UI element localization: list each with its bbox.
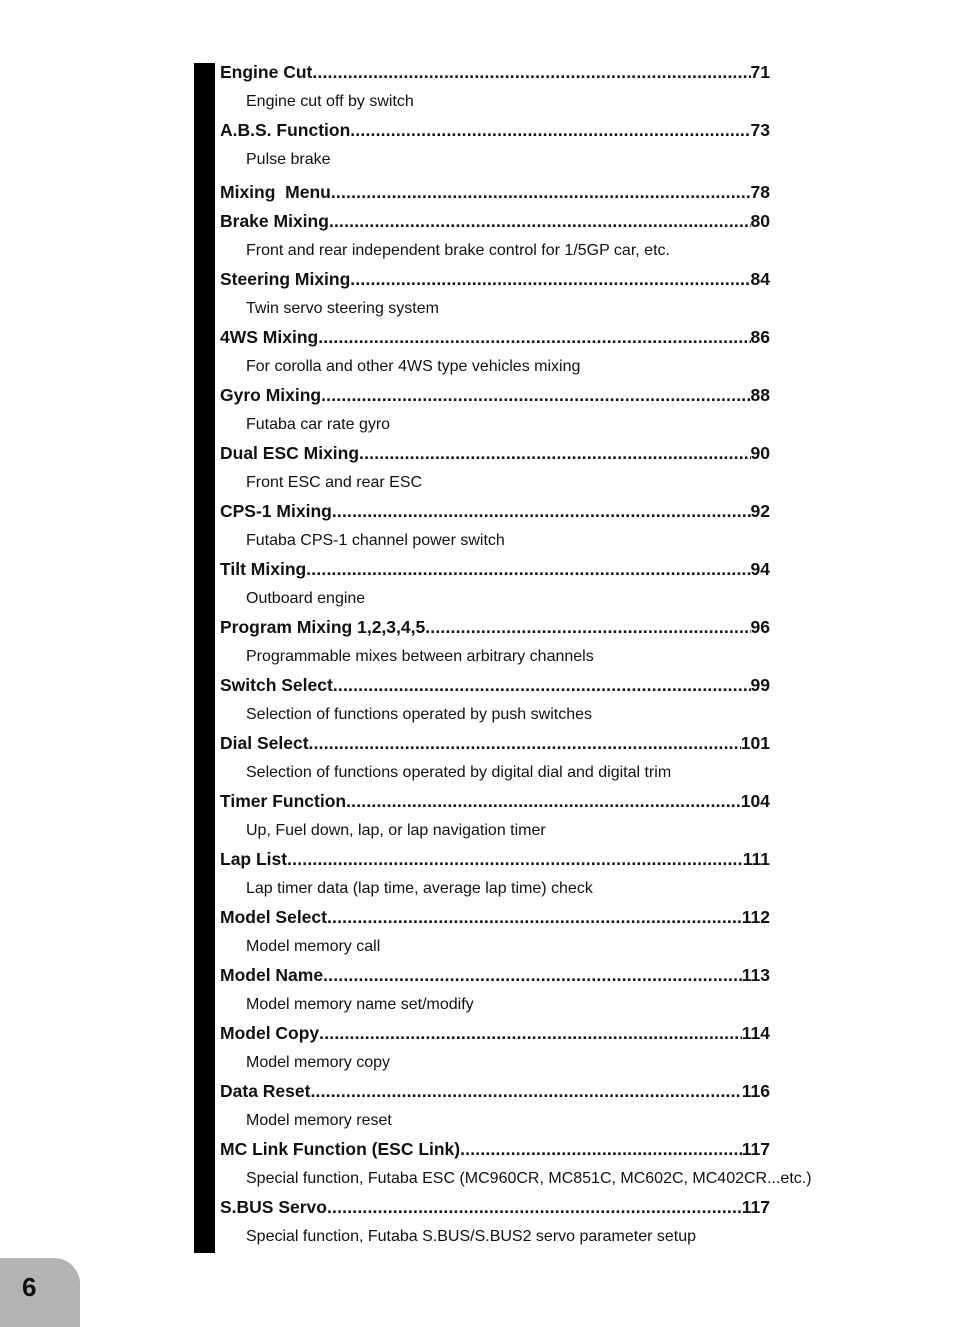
toc-page-number: 116	[741, 1081, 770, 1101]
toc-entry-title: Program Mixing 1,2,3,4,5	[220, 617, 426, 637]
dot-leader	[306, 557, 750, 582]
toc-entry-title: Steering Mixing	[220, 269, 351, 289]
dot-leader	[346, 789, 741, 814]
toc-entry-description: Twin servo steering system	[246, 300, 439, 317]
dot-leader	[318, 325, 750, 350]
dot-leader	[359, 441, 750, 466]
toc-page-number: 112	[741, 907, 770, 927]
toc-page-number: 86	[750, 327, 770, 347]
toc-entry-title: Model Name	[220, 965, 324, 985]
toc-entry-title: Engine Cut	[220, 62, 313, 82]
toc-entry-row	[220, 789, 770, 814]
toc-page-number: 101	[740, 733, 770, 753]
toc-page-number: 111	[742, 849, 770, 869]
toc-entry-title: Tilt Mixing	[220, 559, 307, 579]
dot-leader	[319, 1021, 742, 1046]
toc-entry-row	[220, 847, 770, 872]
toc-entry-steering-mixing[interactable]	[220, 267, 840, 325]
toc-entry-4ws-mixing[interactable]	[220, 325, 840, 383]
toc-entry-row	[220, 1195, 770, 1220]
toc-entry-engine-cut[interactable]	[220, 60, 840, 118]
toc-entry-title: Model Copy	[220, 1023, 320, 1043]
toc-entry-model-select[interactable]	[220, 905, 840, 963]
toc-entry-description: Special function, Futaba S.BUS/S.BUS2 servo parameter setup	[246, 1228, 697, 1245]
dot-leader	[309, 731, 741, 756]
dot-leader	[460, 1137, 742, 1162]
toc-entry-switch-select[interactable]	[220, 673, 840, 731]
toc-page-number: 92	[750, 501, 770, 521]
toc-entry-title: Switch Select	[220, 675, 333, 695]
toc-entry-row	[220, 905, 770, 930]
toc-entry-description: Futaba CPS-1 channel power switch	[246, 532, 505, 549]
toc-entry-title: MC Link Function (ESC Link)	[220, 1139, 461, 1159]
toc-entry-cps1-mixing[interactable]	[220, 499, 840, 557]
toc-page-number: 80	[750, 211, 770, 231]
toc-entry-dial-select[interactable]	[220, 731, 840, 789]
toc-entry-description: Up, Fuel down, lap, or lap navigation timer	[246, 822, 546, 839]
toc-entry-program-mixing[interactable]	[220, 615, 840, 673]
side-bar-decoration	[194, 63, 215, 1253]
toc-entry-model-copy[interactable]	[220, 1021, 840, 1079]
toc-entry-row	[220, 325, 770, 350]
toc-entry-row	[220, 60, 770, 85]
dot-leader	[425, 615, 750, 640]
page-number-tab	[0, 1258, 80, 1327]
toc-entry-row	[220, 963, 770, 988]
toc-entry-data-reset[interactable]	[220, 1079, 840, 1137]
toc-entry-row	[220, 557, 770, 582]
toc-page-number: 71	[750, 62, 770, 82]
toc-entry-row	[220, 383, 770, 408]
dot-leader	[350, 118, 750, 143]
toc-entry-timer-function[interactable]	[220, 789, 840, 847]
dot-leader	[323, 963, 742, 988]
toc-page-number: 84	[750, 269, 770, 289]
toc-entry-description: Futaba car rate gyro	[246, 416, 391, 433]
toc-entry-description: For corolla and other 4WS type vehicles mixing	[246, 358, 581, 375]
dot-leader	[327, 1195, 742, 1220]
toc-page-number: 114	[741, 1023, 770, 1043]
dot-leader	[332, 499, 751, 524]
toc-page-number: 113	[741, 965, 770, 985]
toc-entry-row	[220, 1079, 770, 1104]
toc-entry-title: Brake Mixing	[220, 211, 329, 231]
toc-entry-abs-function[interactable]	[220, 118, 840, 176]
toc-entry-brake-mixing[interactable]	[220, 209, 840, 267]
toc-page-number: 88	[750, 385, 770, 405]
toc-entry-row	[220, 1021, 770, 1046]
toc-entry-description: Model memory call	[246, 938, 381, 955]
dot-leader	[329, 209, 751, 234]
toc-page-number: 90	[750, 443, 770, 463]
table-of-contents	[220, 60, 840, 1253]
toc-entry-title: A.B.S. Function	[220, 120, 351, 140]
toc-entry-title: Data Reset	[220, 1081, 311, 1101]
toc-entry-model-name[interactable]	[220, 963, 840, 1021]
toc-page-number: 104	[740, 791, 770, 811]
toc-entry-row	[220, 209, 770, 234]
toc-entry-description: Front ESC and rear ESC	[246, 474, 423, 491]
dot-leader	[310, 1079, 741, 1104]
dot-leader	[350, 267, 750, 292]
dot-leader	[321, 383, 750, 408]
toc-page-number: 99	[750, 675, 770, 695]
toc-page-number: 78	[750, 182, 770, 202]
toc-page-number: 117	[741, 1197, 770, 1217]
toc-page-number: 96	[750, 617, 770, 637]
toc-entry-description: Selection of functions operated by digital dial and digital trim	[246, 764, 672, 781]
toc-entry-dual-esc-mixing[interactable]	[220, 441, 840, 499]
toc-entry-row	[220, 441, 770, 466]
toc-entry-description: Lap timer data (lap time, average lap time) check	[246, 880, 593, 897]
toc-entry-title: Mixing Menu	[220, 182, 331, 202]
toc-entry-title: CPS-1 Mixing	[220, 501, 332, 521]
toc-entry-title: Lap List	[220, 849, 288, 869]
dot-leader	[312, 60, 750, 85]
toc-entry-row	[220, 731, 770, 756]
toc-entry-title: Timer Function	[220, 791, 347, 811]
toc-entry-description: Programmable mixes between arbitrary channels	[246, 648, 594, 665]
toc-entry-row	[220, 118, 770, 143]
toc-entry-description: Model memory reset	[246, 1112, 392, 1129]
toc-entry-lap-list[interactable]	[220, 847, 840, 905]
toc-entry-tilt-mixing[interactable]	[220, 557, 840, 615]
toc-entry-description: Model memory name set/modify	[246, 996, 474, 1013]
toc-entry-description: Model memory copy	[246, 1054, 391, 1071]
dot-leader	[331, 176, 751, 209]
toc-entry-mc-link-function[interactable]	[220, 1137, 840, 1195]
toc-entry-description: Special function, Futaba ESC (MC960CR, MC851C, MC602C, MC402CR...etc.)	[246, 1170, 812, 1187]
toc-entry-row	[220, 615, 770, 640]
toc-page-number: 73	[750, 120, 770, 140]
toc-entry-row	[220, 176, 770, 209]
toc-entry-title: S.BUS Servo	[220, 1197, 327, 1217]
toc-entry-mixing-menu[interactable]	[220, 176, 840, 209]
toc-entry-row	[220, 499, 770, 524]
toc-entry-gyro-mixing[interactable]	[220, 383, 840, 441]
toc-entry-description: Selection of functions operated by push switches	[246, 706, 592, 723]
toc-entry-row	[220, 267, 770, 292]
toc-entry-title: 4WS Mixing	[220, 327, 319, 347]
page-number: 6	[22, 1272, 37, 1302]
dot-leader	[287, 847, 743, 872]
toc-entry-title: Dial Select	[220, 733, 309, 753]
toc-entry-description: Pulse brake	[246, 151, 331, 168]
dot-leader	[333, 673, 751, 698]
toc-entry-row	[220, 1137, 770, 1162]
toc-entry-sbus-servo[interactable]	[220, 1195, 840, 1253]
dot-leader	[327, 905, 742, 930]
toc-entry-description: Front and rear independent brake control for 1/5GP car, etc.	[246, 242, 670, 259]
toc-entry-description: Outboard engine	[246, 590, 366, 607]
toc-page-number: 117	[741, 1139, 770, 1159]
toc-entry-title: Dual ESC Mixing	[220, 443, 360, 463]
toc-entry-row	[220, 673, 770, 698]
toc-entry-description: Engine cut off by switch	[246, 93, 414, 110]
toc-entry-title: Gyro Mixing	[220, 385, 322, 405]
toc-page-number: 94	[750, 559, 770, 579]
toc-entry-title: Model Select	[220, 907, 327, 927]
